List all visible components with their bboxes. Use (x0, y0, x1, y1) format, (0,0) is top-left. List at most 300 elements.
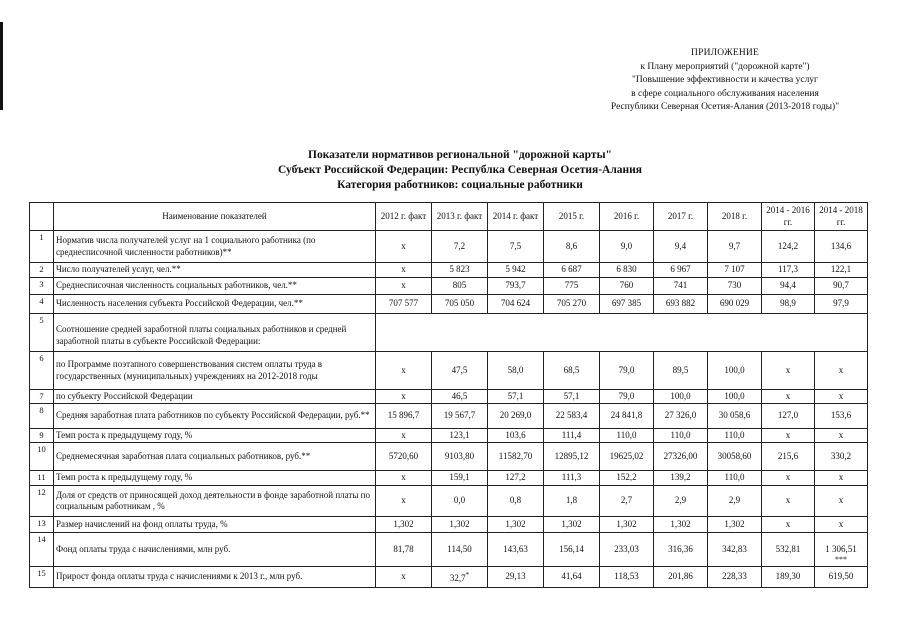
value-cell (488, 443, 544, 471)
value-text: 316,36 (668, 543, 693, 554)
value-cell (376, 278, 432, 295)
value-text: 139,2 (670, 472, 691, 483)
value-cell (600, 429, 654, 443)
value-text: 46,5 (451, 390, 468, 401)
value-cell (376, 567, 432, 588)
value-cell (762, 352, 815, 390)
value-cell (544, 390, 600, 404)
table-row (30, 231, 868, 263)
value-cell (762, 486, 815, 517)
value-text: 6 830 (616, 264, 637, 275)
value-cell (432, 404, 488, 429)
appendix-block (560, 47, 890, 115)
value-cell (762, 517, 815, 533)
row-number: 9 (30, 429, 54, 443)
row-number: 10 (30, 443, 54, 471)
value-cell (544, 471, 600, 486)
value-cell (432, 429, 488, 443)
value-text: 12895,12 (554, 450, 589, 461)
value-text: 9,4 (674, 240, 687, 251)
header-cell: 2014 - 2018 гг. (815, 203, 868, 231)
header-cell: 2014 г. факт (488, 203, 544, 231)
value-cell (762, 567, 815, 588)
value-cell (600, 443, 654, 471)
value-text: 5720,60 (388, 450, 419, 461)
value-text: 11582,70 (498, 450, 533, 461)
value-cell (432, 567, 488, 588)
table-row (30, 443, 868, 471)
value-cell (654, 533, 708, 567)
table-row (30, 567, 868, 588)
value-cell (815, 533, 868, 567)
value-cell (544, 443, 600, 471)
value-cell (432, 278, 488, 295)
value-text: 1,302 (393, 518, 414, 529)
document-title (170, 148, 750, 193)
table-row (30, 390, 868, 404)
value-text: 5 823 (449, 264, 470, 275)
value-text: 90,7 (833, 280, 849, 291)
subject-line: Субъект Российской Федерации: Республка Северная Осетия-Алания (277, 164, 643, 176)
value-text: 111,4 (561, 429, 582, 440)
value-text: 19 567,7 (443, 410, 476, 421)
value-cell (376, 352, 432, 390)
value-text: 94,4 (780, 280, 796, 291)
table-row (30, 295, 868, 314)
value-cell (815, 390, 868, 404)
value-text: 2,9 (674, 495, 687, 506)
value-text: 619,50 (828, 571, 854, 582)
value-text: 7,5 (509, 240, 522, 251)
value-text: 111,3 (561, 472, 582, 483)
value-cell (815, 443, 868, 471)
value-text: 741 (673, 280, 688, 291)
value-text: 1,302 (724, 518, 745, 529)
value-cell (544, 231, 600, 263)
value-text: 30058,60 (717, 450, 752, 461)
value-text: 1,302 (505, 518, 526, 529)
value-cell (600, 295, 654, 314)
value-text: 215,6 (777, 450, 799, 461)
value-cell (815, 404, 868, 429)
header-cell: 2013 г. факт (432, 203, 488, 231)
value-cell (432, 352, 488, 390)
value-text: 760 (619, 280, 634, 291)
header-cell: 2015 г. (544, 203, 600, 231)
value-text: х (401, 571, 406, 582)
value-text: х (401, 364, 406, 375)
value-text: 15 896,7 (387, 410, 420, 421)
footnote-stars: *** (835, 554, 847, 564)
value-cell (708, 567, 762, 588)
row-number: 12 (30, 486, 54, 517)
value-text: 118,53 (614, 571, 639, 582)
value-cell (762, 231, 815, 263)
value-text: 152,2 (616, 472, 637, 483)
value-text: 5 942 (505, 264, 526, 275)
value-cell (654, 443, 708, 471)
value-cell (600, 390, 654, 404)
indicator-name: Число получателей услуг, чел.** (54, 263, 376, 278)
value-text: 159,1 (449, 472, 470, 483)
value-cell (815, 352, 868, 390)
value-text: 793,7 (505, 280, 526, 291)
value-cell (432, 263, 488, 278)
value-cell (600, 263, 654, 278)
appendix-line: к Плану мероприятий ("дорожной карте") (640, 61, 810, 72)
value-cell (708, 278, 762, 295)
appendix-heading: ПРИЛОЖЕНИЕ (691, 48, 759, 58)
value-cell (432, 471, 488, 486)
row-number: 7 (30, 390, 54, 404)
value-text: 100,0 (724, 390, 745, 401)
value-cell (488, 567, 544, 588)
value-cell (376, 429, 432, 443)
value-cell (815, 231, 868, 263)
row-number: 6 (30, 352, 54, 390)
value-text: 81,78 (393, 543, 414, 554)
value-text: 30 058,6 (718, 410, 751, 421)
value-cell (708, 390, 762, 404)
value-text: х (785, 429, 791, 440)
value-text: 19625,02 (609, 450, 644, 461)
table-row (30, 352, 868, 390)
value-cell (600, 352, 654, 390)
value-text: х (401, 264, 406, 275)
value-text: 1,302 (670, 518, 691, 529)
value-text: 9,0 (620, 240, 633, 251)
value-text: 1,8 (565, 495, 578, 506)
value-text: 97,9 (833, 298, 849, 309)
value-text: х (401, 240, 406, 251)
indicator-name: Соотношение средней заработной платы социальных работников и средней заработной платы в субъекте Российской Федерации: (54, 314, 376, 352)
value-cell (432, 517, 488, 533)
value-text: 124,2 (777, 240, 799, 251)
value-text: х (838, 518, 844, 529)
appendix-line: Республики Северная Осетия-Алания (2013-2018 годы)" (610, 102, 840, 112)
row-number: 15 (30, 567, 54, 588)
value-text: 7 107 (724, 264, 745, 275)
value-cell (654, 390, 708, 404)
appendix-line: "Повышение эффективности и качества услуг (632, 75, 818, 85)
indicator-name: Численность населения субъекта Российской Федерации, чел.** (54, 295, 376, 314)
value-text: х (838, 429, 844, 440)
value-cell (762, 533, 815, 567)
value-text: 98,9 (780, 298, 796, 309)
value-text: 27 326,0 (664, 410, 697, 421)
value-text: 342,83 (722, 543, 747, 554)
value-cell (376, 404, 432, 429)
value-text: 6 967 (670, 264, 691, 275)
value-cell (708, 486, 762, 517)
value-text: х (785, 390, 791, 401)
value-cell (654, 352, 708, 390)
value-cell (544, 278, 600, 295)
table-row (30, 404, 868, 429)
value-cell (488, 390, 544, 404)
table-row (30, 263, 868, 278)
indicator-name: Размер начислений на фонд оплаты труда, % (54, 517, 376, 533)
value-cell (708, 517, 762, 533)
value-cell (544, 486, 600, 517)
header-cell: 2016 г. (600, 203, 654, 231)
value-cell (654, 404, 708, 429)
value-cell (654, 471, 708, 486)
value-cell (432, 295, 488, 314)
value-text: 189,30 (775, 571, 801, 582)
value-cell (432, 533, 488, 567)
value-text: 100,0 (670, 390, 691, 401)
value-text: 9103,80 (444, 450, 475, 461)
value-cell (654, 278, 708, 295)
value-text: 110,0 (724, 429, 745, 440)
header-num-cell (30, 203, 54, 231)
value-text: 707 577 (388, 298, 419, 309)
value-cell (376, 295, 432, 314)
value-cell (708, 533, 762, 567)
value-text: 117,3 (778, 264, 798, 275)
value-cell (815, 278, 868, 295)
value-cell (600, 486, 654, 517)
value-cell (654, 231, 708, 263)
value-text: 114,50 (447, 543, 472, 554)
value-cell (544, 567, 600, 588)
value-cell (488, 404, 544, 429)
header-cell: Наименование показателей (54, 203, 376, 231)
header-cell: 2014 - 2016 гг. (762, 203, 815, 231)
row-number: 4 (30, 295, 54, 314)
value-text: 0,8 (509, 495, 522, 506)
value-cell (544, 533, 600, 567)
value-text: х (785, 472, 791, 483)
value-cell (488, 263, 544, 278)
value-text: 127,0 (777, 410, 799, 421)
value-text: 775 (564, 280, 579, 291)
value-cell (815, 263, 868, 278)
value-cell (708, 404, 762, 429)
value-cell (708, 352, 762, 390)
value-cell (432, 390, 488, 404)
value-cell (488, 517, 544, 533)
header-cell: 2012 г. факт (376, 203, 432, 231)
value-text: 57,1 (507, 390, 524, 401)
value-cell (488, 295, 544, 314)
value-text: 143,63 (503, 543, 528, 554)
row-number: 13 (30, 517, 54, 533)
value-cell (544, 295, 600, 314)
value-cell (762, 295, 815, 314)
value-cell (654, 486, 708, 517)
value-text: 233,03 (614, 543, 639, 554)
value-text: 7,2 (453, 240, 466, 251)
value-text: 156,14 (559, 543, 584, 554)
value-cell (600, 471, 654, 486)
value-cell (432, 486, 488, 517)
value-cell (762, 263, 815, 278)
value-text: 27326,00 (663, 450, 698, 461)
value-cell (488, 352, 544, 390)
value-text: 1,302 (561, 518, 582, 529)
value-cell (762, 471, 815, 486)
value-text: 705 050 (444, 298, 475, 309)
value-cell (708, 231, 762, 263)
value-cell (376, 263, 432, 278)
table-row (30, 314, 868, 352)
title-line: Показатели нормативов региональной "дорожной карты" (308, 149, 612, 161)
row-number: 3 (30, 278, 54, 295)
value-text: 41,64 (561, 571, 582, 582)
value-text: 153,6 (830, 410, 852, 421)
value-text: 79,0 (618, 364, 635, 375)
row-number: 2 (30, 263, 54, 278)
value-cell (815, 429, 868, 443)
indicator-name: Темп роста к предыдущему году, % (54, 471, 376, 486)
value-text: х (401, 495, 406, 506)
indicator-name: Фонд оплаты труда с начислениями, млн руб. (54, 533, 376, 567)
value-cell (488, 231, 544, 263)
value-cell (708, 263, 762, 278)
value-text: х (785, 495, 791, 506)
row-number: 11 (30, 471, 54, 486)
value-text: 68,5 (563, 364, 580, 375)
value-text: 690 029 (719, 298, 750, 309)
value-text: 134,6 (830, 240, 852, 251)
value-cell (544, 404, 600, 429)
value-text: х (401, 429, 406, 440)
value-text: 20 269,0 (499, 410, 532, 421)
indicator-name: Темп роста к предыдущему году, % (54, 429, 376, 443)
value-cell (815, 486, 868, 517)
indicator-name: Доля от средств от приносящей доход деятельности в фонде заработной платы по социальным работникам , % (54, 486, 376, 517)
value-text: 532,81 (775, 543, 801, 554)
table-row (30, 486, 868, 517)
value-text: 228,33 (722, 571, 747, 582)
value-text: 122,1 (830, 264, 852, 275)
row-number: 14 (30, 533, 54, 567)
value-cell (708, 471, 762, 486)
value-cell (488, 429, 544, 443)
table-row (30, 278, 868, 295)
value-cell (432, 443, 488, 471)
value-cell (762, 390, 815, 404)
table-row (30, 517, 868, 533)
value-cell (376, 471, 432, 486)
value-cell (376, 486, 432, 517)
table-header-row (30, 203, 868, 231)
value-text: 110,0 (670, 429, 691, 440)
value-cell (544, 263, 600, 278)
value-cell (432, 231, 488, 263)
row-number: 5 (30, 314, 54, 352)
value-cell (488, 533, 544, 567)
value-cell (600, 533, 654, 567)
value-cell (376, 533, 432, 567)
table-row (30, 533, 868, 567)
value-text: х (838, 364, 844, 375)
value-text: 100,0 (724, 364, 745, 375)
value-text: х (785, 364, 791, 375)
value-cell (600, 278, 654, 295)
row-number: 8 (30, 404, 54, 429)
value-cell (600, 567, 654, 588)
value-text: 79,0 (618, 390, 635, 401)
footnote-mark: * (465, 570, 470, 579)
table-row (30, 429, 868, 443)
value-cell (708, 295, 762, 314)
value-text: 57,1 (563, 390, 580, 401)
value-cell (708, 443, 762, 471)
value-cell (376, 231, 432, 263)
value-cell (762, 404, 815, 429)
value-text: 58,0 (507, 364, 524, 375)
value-cell (488, 471, 544, 486)
value-cell (600, 404, 654, 429)
value-text: 32,7 (449, 572, 466, 583)
value-text: 805 (452, 280, 467, 291)
value-text: 110,0 (724, 472, 745, 483)
category-line: Категория работников: социальные работники (337, 179, 583, 191)
value-cell (762, 443, 815, 471)
value-cell (815, 517, 868, 533)
value-text: 1 306,51 (825, 544, 857, 555)
value-text: 2,7 (620, 495, 633, 506)
indicator-name: Средняя заработная плата работников по субъекту Российской Федерации, руб.** (54, 404, 376, 429)
empty-value-cell (376, 314, 868, 352)
value-text: 110,0 (616, 429, 637, 440)
value-cell (815, 295, 868, 314)
value-text: 6 687 (561, 264, 582, 275)
value-text: 47,5 (451, 364, 468, 375)
value-text: х (838, 495, 844, 506)
value-text: 127,2 (505, 472, 526, 483)
value-cell (600, 231, 654, 263)
value-text: 730 (727, 280, 742, 291)
value-cell (488, 278, 544, 295)
header-cell: 2018 г. (708, 203, 762, 231)
value-text: 22 583,4 (555, 410, 588, 421)
value-text: 705 270 (556, 298, 587, 309)
value-cell (376, 390, 432, 404)
value-cell (654, 263, 708, 278)
row-number: 1 (30, 231, 54, 263)
indicators-table (29, 202, 868, 588)
page-edge-mark (0, 22, 3, 110)
value-cell (654, 517, 708, 533)
value-text: х (401, 472, 406, 483)
value-text: х (838, 472, 844, 483)
value-text: 9,7 (728, 240, 741, 251)
value-cell (815, 471, 868, 486)
value-text: 201,86 (668, 571, 693, 582)
value-cell (376, 443, 432, 471)
value-text: 103,6 (505, 429, 526, 440)
value-text: х (785, 518, 791, 529)
indicator-name: Норматив числа получателей услуг на 1 социального работника (по среднесписочной численности работников)** (54, 231, 376, 263)
value-cell (654, 429, 708, 443)
value-text: 704 624 (500, 298, 531, 309)
value-text: 693 882 (665, 298, 696, 309)
indicator-name: Прирост фонда оплаты труда с начислениями к 2013 г., млн руб. (54, 567, 376, 588)
indicator-name: по Программе поэтапного совершенствования систем оплаты труда в государственных (муниципальных) учреждениях на 2012-2018 годы (54, 352, 376, 390)
value-cell (708, 429, 762, 443)
value-text: 2,9 (728, 495, 741, 506)
value-cell (544, 429, 600, 443)
value-text: х (838, 390, 844, 401)
value-cell (654, 295, 708, 314)
value-text: 8,6 (565, 240, 578, 251)
indicator-name: Среднесписочная численность социальных работников, чел.** (54, 278, 376, 295)
value-cell (544, 517, 600, 533)
